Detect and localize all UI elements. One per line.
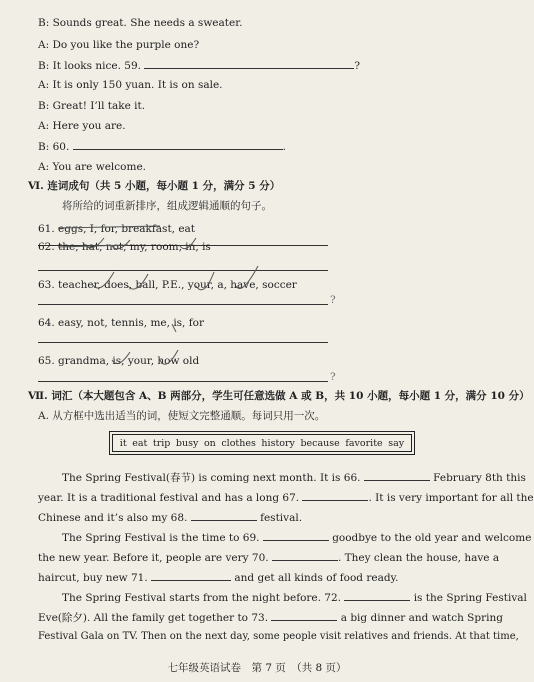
passage-text: a big dinner and watch Spring (340, 612, 503, 624)
passage-text: The Spring Festival(春节) is coming next month. It is 66. (62, 472, 361, 484)
word-option: clothes (221, 437, 256, 449)
passage-text: Chinese and it’s also my 68. (38, 512, 188, 524)
word-option: because (300, 437, 340, 449)
dialogue-line: A: It is only 150 yuan. It is on sale. (38, 79, 223, 91)
answer-blank[interactable] (191, 510, 257, 521)
dialogue-line: A: Here you are. (38, 120, 126, 132)
dialogue-line: B: Sounds great. She needs a sweater. (38, 17, 243, 29)
check-mark (180, 238, 196, 249)
passage-text: is the Spring Festival (413, 592, 527, 604)
passage-line (38, 490, 534, 505)
passage-line (38, 510, 302, 525)
answer-blank[interactable] (151, 570, 231, 581)
answer-blank[interactable] (344, 590, 410, 601)
check-mark (128, 274, 148, 289)
word-option: favorite (345, 437, 383, 449)
check-mark (236, 266, 258, 289)
check-mark (92, 272, 114, 288)
dialogue-end: . (282, 141, 286, 153)
section-instruction: 将所给的词重新排序，组成逻辑通顺的句子。 (62, 200, 272, 212)
check-mark (112, 352, 130, 364)
check-mark (112, 240, 130, 249)
passage-text: February 8th this (433, 472, 526, 484)
word-option: eat (132, 437, 148, 449)
passage-line (62, 590, 527, 605)
word-option: trip (152, 437, 171, 449)
passage-text: . They clean the house, have a (337, 552, 500, 564)
passage-text: . It is very important for all the (368, 492, 534, 504)
question-62: 62. the, hat, not, my, room, in, is (38, 241, 211, 253)
passage-line (38, 570, 398, 585)
dialogue-line: B: Great! I’ll take it. (38, 100, 146, 112)
question-63: 63. teacher, does, ball, P.E., your, a, have, soccer (38, 279, 297, 291)
passage-text: year. It is a traditional festival and has a long 67. (38, 492, 300, 504)
answer-blank[interactable] (272, 550, 338, 561)
passage-line (62, 470, 526, 485)
word-option: busy (175, 437, 199, 449)
strike-line (58, 245, 128, 247)
check-mark (172, 324, 176, 332)
word-box (112, 434, 412, 452)
question-64: 64. easy, not, tennis, me, is, for (38, 317, 204, 329)
word-option: say (388, 437, 405, 449)
question-61: 61. eggs, I, for, breakfast, eat (38, 223, 196, 235)
answer-blank[interactable] (302, 490, 368, 501)
passage-line: Festival Gala on TV. Then on the next day, some people visit relatives and friends. At that time, (38, 631, 519, 642)
section-instruction: A. 从方框中选出适当的词，使短文完整通顺。每词只用一次。 (38, 410, 326, 422)
page-footer: 七年级英语试卷 第 7 页 （共 8 页） (167, 662, 347, 674)
dialogue-line: A: Do you like the purple one? (38, 39, 200, 51)
passage-text: The Spring Festival is the time to 69. (62, 532, 260, 544)
word-option: it (119, 437, 127, 449)
passage-line (62, 530, 531, 545)
passage-text: festival. (260, 512, 303, 524)
question-end-mark: ? (330, 294, 336, 306)
word-option: history (261, 437, 295, 449)
check-mark (160, 350, 178, 364)
answer-blank[interactable] (271, 610, 337, 621)
answer-blank[interactable] (263, 530, 329, 541)
passage-text: and get all kinds of food ready. (234, 572, 399, 584)
section-heading: Ⅶ. 词汇（本大题包含 A、B 两部分，学生可任意选做 A 或 B，共 10 小题，每小题 1 分，满分 10 分） (28, 390, 530, 402)
passage-line (38, 610, 503, 625)
passage-line (38, 550, 499, 565)
dialogue-text: B: It looks nice. 59. (38, 60, 141, 72)
check-mark (196, 272, 214, 290)
passage-text: Eve(除夕). All the family get together to 73. (38, 612, 269, 624)
passage-text: The Spring Festival starts from the night before. 72. (62, 592, 342, 604)
dialogue-line: A: You are welcome. (38, 161, 146, 173)
section-heading: Ⅵ. 连词成句（共 5 小题，每小题 1 分，满分 5 分） (28, 180, 281, 192)
dialogue-text: B: 60. (38, 141, 70, 153)
answer-blank[interactable] (364, 470, 430, 481)
word-option: on (203, 437, 216, 449)
passage-text: the new year. Before it, people are very 70. (38, 552, 269, 564)
passage-text: goodbye to the old year and welcome (332, 532, 532, 544)
question-end-mark: ? (330, 371, 336, 383)
question-65: 65. grandma, is, your, how old (38, 355, 200, 367)
dialogue-end: ? (354, 60, 360, 72)
strike-line (58, 226, 160, 228)
passage-text: haircut, buy new 71. (38, 572, 148, 584)
